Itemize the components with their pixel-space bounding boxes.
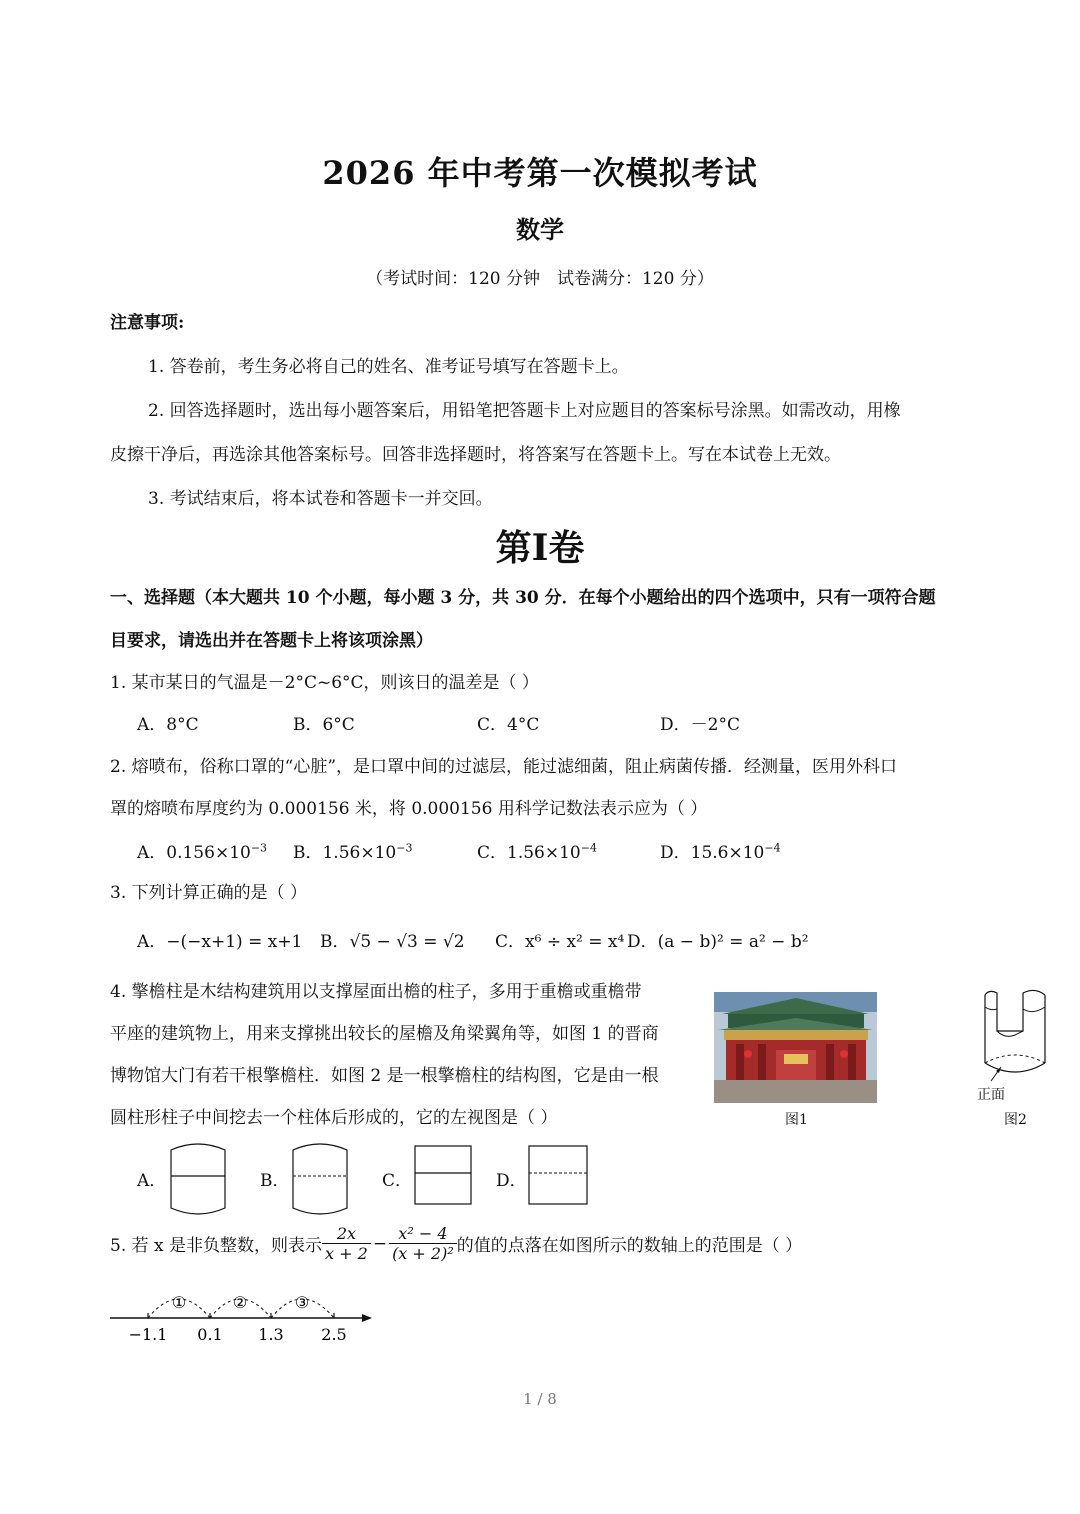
tick-label-4: 2.5 xyxy=(321,1325,347,1344)
q5-stem-post: 的值的点落在如图所示的数轴上的范围是（ ） xyxy=(456,1236,803,1256)
q4-option-a-label: A． xyxy=(137,1171,167,1191)
q2-stem-a: 2. 熔喷布，俗称口罩的“心脏”，是口罩中间的过滤层，能过滤细菌，阻止病菌传播．经测量，医用外科口 xyxy=(110,757,898,777)
notice-heading: 注意事项: xyxy=(110,313,185,333)
subject-title: 数学 xyxy=(516,215,564,244)
q4-option-b-label: B． xyxy=(260,1171,290,1191)
q2-stem-b: 罩的熔喷布厚度约为 0.000156 米，将 0.000156 用科学记数法表示应为（ ） xyxy=(110,799,708,819)
number-line xyxy=(108,1284,378,1348)
tick-label-3: 1.3 xyxy=(258,1325,284,1344)
q5-stem xyxy=(110,1224,802,1263)
q4-option-a-figure xyxy=(167,1140,229,1218)
q4-stem-b: 平座的建筑物上，用来支撑挑出较长的屋檐及角梁翼角等，如图 1 的晋商 xyxy=(110,1024,659,1044)
exam-info: （考试时间：120 分钟 试卷满分：120 分） xyxy=(366,269,714,289)
tick-label-2: 0.1 xyxy=(197,1325,223,1344)
q5-fraction-1: $\frac{2x}{x + 2}$ xyxy=(322,1224,371,1263)
notice-item-2a: 2. 回答选择题时，选出每小题答案后，用铅笔把答题卡上对应题目的答案标号涂黑。如需改动，用橡 xyxy=(148,401,901,421)
q3-stem: 3. 下列计算正确的是（ ） xyxy=(110,883,308,903)
q4-stem-c: 博物馆大门有若干根擎檐柱．如图 2 是一根擎檐柱的结构图，它是由一根 xyxy=(110,1066,659,1086)
notice-item-3: 3. 考试结束后，将本试卷和答题卡一并交回。 xyxy=(148,489,493,509)
q1-option-b: B．6°C xyxy=(293,715,355,735)
q4-option-c-figure xyxy=(412,1143,474,1207)
front-label: 正面 xyxy=(977,1087,1005,1103)
q3-option-c: C．x⁶ ÷ x² = x⁴ xyxy=(495,932,625,952)
q3-option-b: B．√5 − √3 = √2 xyxy=(320,932,465,952)
q5-fraction-2: $\frac{\text{x² − 4}}{\text{(x + 2)²}}$ xyxy=(389,1224,457,1263)
q4-option-c-label: C． xyxy=(382,1171,413,1191)
q4-option-d-figure xyxy=(526,1143,590,1207)
q1-option-d: D．－2°C xyxy=(660,715,740,735)
part1-heading-a: 一、选择题（本大题共 10 个小题，每小题 3 分，共 30 分．在每个小题给出的四个选项中，只有一项符合题 xyxy=(110,588,936,608)
column-structure-figure xyxy=(975,985,1055,1085)
page-number: 1 / 8 xyxy=(523,1390,557,1408)
q2-option-a: A．$0.156\times 10^{-3}$ xyxy=(137,841,268,863)
q3-option-d: D．(a − b)² = a² − b² xyxy=(627,932,809,952)
q5-minus: − xyxy=(372,1233,388,1254)
q4-option-b-figure xyxy=(289,1140,351,1218)
notice-item-1: 1. 答卷前，考生务必将自己的姓名、准考证号填写在答题卡上。 xyxy=(148,357,629,377)
part1-heading-b: 目要求，请选出并在答题卡上将该项涂黑） xyxy=(110,631,433,651)
q5-stem-pre: 5. 若 x 是非负整数，则表示 xyxy=(110,1236,323,1256)
tick-label-1: −1.1 xyxy=(128,1325,168,1344)
region-2: ② xyxy=(232,1293,248,1312)
q4-option-d-label: D． xyxy=(496,1171,527,1191)
section-title: 第Ⅰ卷 xyxy=(495,527,585,569)
museum-gate-photo xyxy=(714,992,877,1103)
notice-item-2b: 皮擦干净后，再选涂其他答案标号。回答非选择题时，将答案写在答题卡上。写在本试卷上无效。 xyxy=(110,445,841,465)
q1-option-a: A．8°C xyxy=(137,715,199,735)
q2-option-b: B．$1.56\times 10^{-3}$ xyxy=(293,841,413,863)
fig1-caption: 图1 xyxy=(785,1112,808,1128)
fig2-caption: 图2 xyxy=(1004,1112,1027,1128)
q2-option-d: D．$15.6\times 10^{-4}$ xyxy=(660,841,781,863)
q1-stem: 1. 某市某日的气温是－2°C~6°C，则该日的温差是（ ） xyxy=(110,673,539,693)
q4-stem-a: 4. 擎檐柱是木结构建筑用以支撑屋面出檐的柱子，多用于重檐或重檐带 xyxy=(110,982,642,1002)
region-1: ① xyxy=(171,1293,187,1312)
q3-option-a: A．−(−x+1) = x+1 xyxy=(137,932,303,952)
exam-title: 2026 年中考第一次模拟考试 xyxy=(322,154,758,192)
region-3: ③ xyxy=(294,1293,310,1312)
q4-stem-d: 圆柱形柱子中间挖去一个柱体后形成的，它的左视图是（ ） xyxy=(110,1108,558,1128)
q1-option-c: C．4°C xyxy=(477,715,540,735)
q2-option-c: C．$1.56\times 10^{-4}$ xyxy=(477,841,597,863)
